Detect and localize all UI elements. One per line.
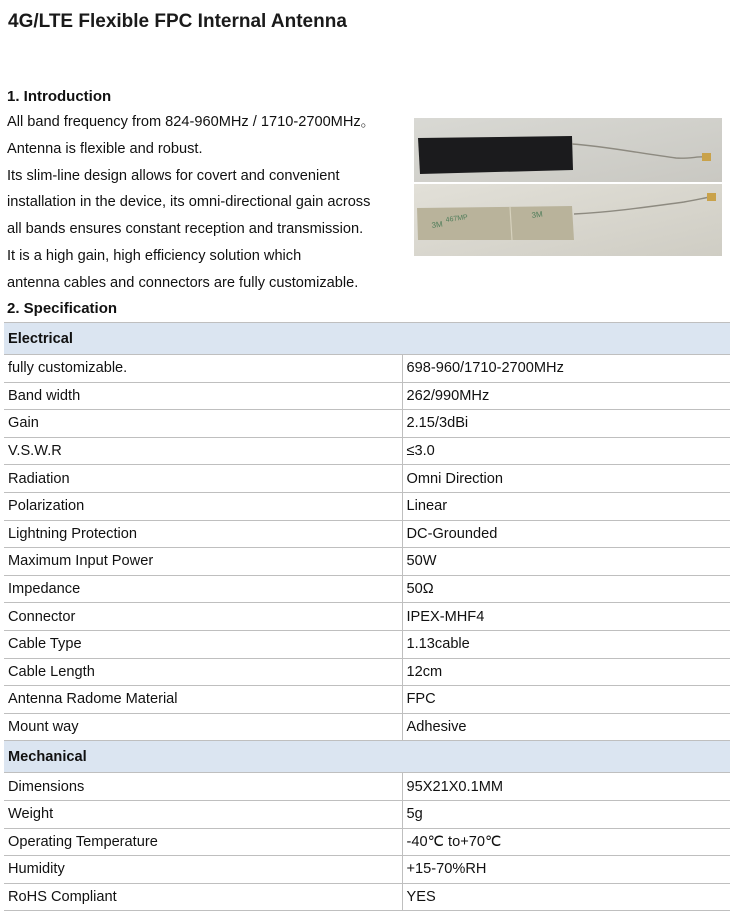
spec-name: Cable Length bbox=[4, 658, 402, 686]
page-title: 4G/LTE Flexible FPC Internal Antenna bbox=[8, 11, 347, 32]
spec-name: Polarization bbox=[4, 492, 402, 520]
spec-name: Dimensions bbox=[4, 773, 402, 801]
table-row bbox=[4, 713, 730, 741]
spec-name: Gain bbox=[4, 410, 402, 438]
spec-name: Connector bbox=[4, 603, 402, 631]
table-row bbox=[4, 410, 730, 438]
intro-text bbox=[7, 109, 407, 297]
photo-label: 467MP bbox=[445, 213, 469, 224]
table-row bbox=[4, 630, 730, 658]
table-row bbox=[4, 773, 730, 801]
spec-name: Maximum Input Power bbox=[4, 548, 402, 576]
antenna-back-photo bbox=[414, 184, 722, 256]
section-header-mechanical bbox=[4, 741, 730, 773]
intro-line: All band frequency from 824-960MHz / 1710-2700MHz。 bbox=[7, 114, 376, 130]
photo-label: 3M bbox=[431, 219, 444, 230]
table-row bbox=[4, 800, 730, 828]
spec-value: 50W bbox=[402, 548, 730, 576]
spec-name: Cable Type bbox=[4, 630, 402, 658]
spec-value: 50Ω bbox=[402, 575, 730, 603]
spec-name: Radiation bbox=[4, 465, 402, 493]
spec-name: RoHS Compliant bbox=[4, 883, 402, 911]
spec-name: Antenna Radome Material bbox=[4, 686, 402, 714]
table-row bbox=[4, 658, 730, 686]
spec-value: 2.15/3dBi bbox=[402, 410, 730, 438]
table-row bbox=[4, 520, 730, 548]
spec-value: IPEX-MHF4 bbox=[402, 603, 730, 631]
spec-name: Humidity bbox=[4, 856, 402, 884]
product-photos bbox=[414, 118, 722, 256]
intro-line: all bands ensures constant reception and transmission. bbox=[7, 221, 364, 238]
spec-value: DC-Grounded bbox=[402, 520, 730, 548]
spec-value: -40℃ to+70℃ bbox=[402, 828, 730, 856]
spec-name: Lightning Protection bbox=[4, 520, 402, 548]
section-label: Mechanical bbox=[4, 741, 730, 773]
intro-line: Antenna is flexible and robust. bbox=[7, 140, 203, 157]
intro-heading: 1. Introduction bbox=[7, 88, 112, 105]
spec-name: Mount way bbox=[4, 713, 402, 741]
spec-value: YES bbox=[402, 883, 730, 911]
photo-label: 3M bbox=[531, 209, 544, 220]
spec-name: Weight bbox=[4, 800, 402, 828]
spec-value: 95X21X0.1MM bbox=[402, 773, 730, 801]
spec-value: 1.13cable bbox=[402, 630, 730, 658]
table-row bbox=[4, 575, 730, 603]
spec-value: 698-960/1710-2700MHz bbox=[402, 355, 730, 383]
spec-value: ≤3.0 bbox=[402, 437, 730, 465]
spec-name: Operating Temperature bbox=[4, 828, 402, 856]
spec-value: Linear bbox=[402, 492, 730, 520]
table-row bbox=[4, 355, 730, 383]
spec-value: FPC bbox=[402, 686, 730, 714]
spec-value: Omni Direction bbox=[402, 465, 730, 493]
spec-heading: 2. Specification bbox=[7, 300, 118, 317]
spec-value: Adhesive bbox=[402, 713, 730, 741]
table-row bbox=[4, 686, 730, 714]
spec-value: 12cm bbox=[402, 658, 730, 686]
intro-line: It is a high gain, high efficiency solution which bbox=[7, 247, 302, 264]
spec-value: 262/990MHz bbox=[402, 382, 730, 410]
table-row bbox=[4, 828, 730, 856]
table-row bbox=[4, 437, 730, 465]
spec-name: Band width bbox=[4, 382, 402, 410]
table-row bbox=[4, 548, 730, 576]
spec-name: V.S.W.R bbox=[4, 437, 402, 465]
table-row bbox=[4, 856, 730, 884]
table-row bbox=[4, 603, 730, 631]
spec-value: 5g bbox=[402, 800, 730, 828]
table-row bbox=[4, 883, 730, 911]
table-row bbox=[4, 465, 730, 493]
antenna-front-photo bbox=[414, 118, 722, 182]
spec-name: fully customizable. bbox=[4, 355, 402, 383]
section-header-electrical bbox=[4, 323, 730, 355]
spec-name: Impedance bbox=[4, 575, 402, 603]
spec-table bbox=[4, 322, 730, 911]
section-label: Electrical bbox=[4, 323, 730, 355]
intro-line: Its slim-line design allows for covert and convenient bbox=[7, 167, 340, 184]
table-row bbox=[4, 492, 730, 520]
table-row bbox=[4, 382, 730, 410]
spec-value: +15-70%RH bbox=[402, 856, 730, 884]
intro-line: installation in the device, its omni-directional gain across bbox=[7, 194, 371, 211]
intro-line: antenna cables and connectors are fully customizable. bbox=[7, 274, 359, 291]
